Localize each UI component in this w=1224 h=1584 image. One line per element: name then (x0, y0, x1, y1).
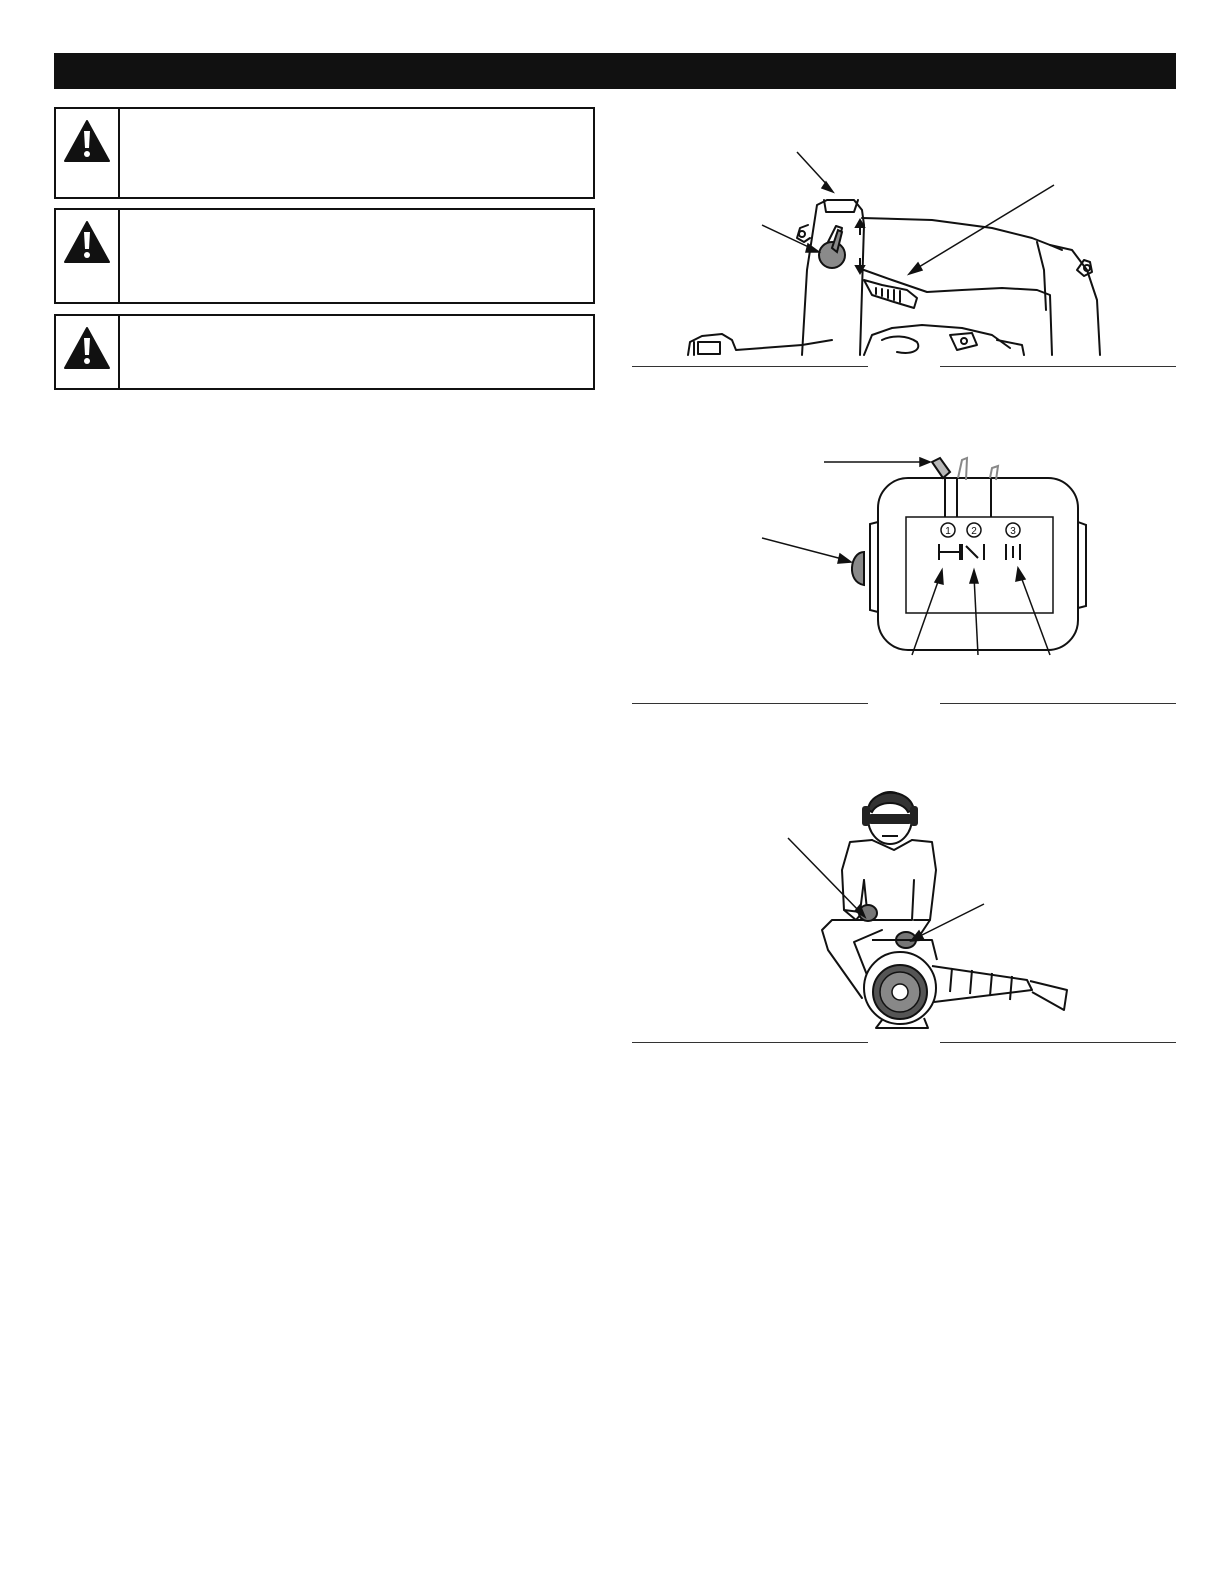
section-header-bar (54, 53, 1176, 89)
warning-icon-cell (56, 316, 120, 388)
figure-handle-controls (632, 130, 1177, 370)
warning-box-1 (54, 107, 595, 199)
warning-text (120, 210, 593, 302)
figure-caption-rule-right (940, 366, 1176, 367)
figure-caption-rule-right (940, 703, 1176, 704)
figure-caption-rule-left (632, 703, 868, 704)
figure-choke-positions (632, 440, 1177, 710)
warning-box-2 (54, 208, 595, 304)
warning-triangle-icon (63, 119, 111, 163)
warning-icon-cell (56, 210, 120, 302)
position-number: 2 (971, 526, 977, 537)
warning-text (120, 109, 593, 197)
choke-positions-illustration (632, 440, 1177, 710)
handle-controls-illustration (632, 130, 1177, 370)
figure-caption-rule-left (632, 1042, 868, 1043)
figure-caption-rule-right (940, 1042, 1176, 1043)
warning-icon-cell (56, 109, 120, 197)
warning-triangle-icon (63, 220, 111, 264)
warning-text (120, 316, 593, 388)
warning-triangle-icon (63, 326, 111, 370)
warning-box-3 (54, 314, 595, 390)
position-number: 3 (1010, 526, 1016, 537)
operator-starting-illustration (632, 780, 1177, 1050)
figure-starting-position (632, 780, 1177, 1050)
position-number: 1 (945, 526, 951, 537)
figure-caption-rule-left (632, 366, 868, 367)
